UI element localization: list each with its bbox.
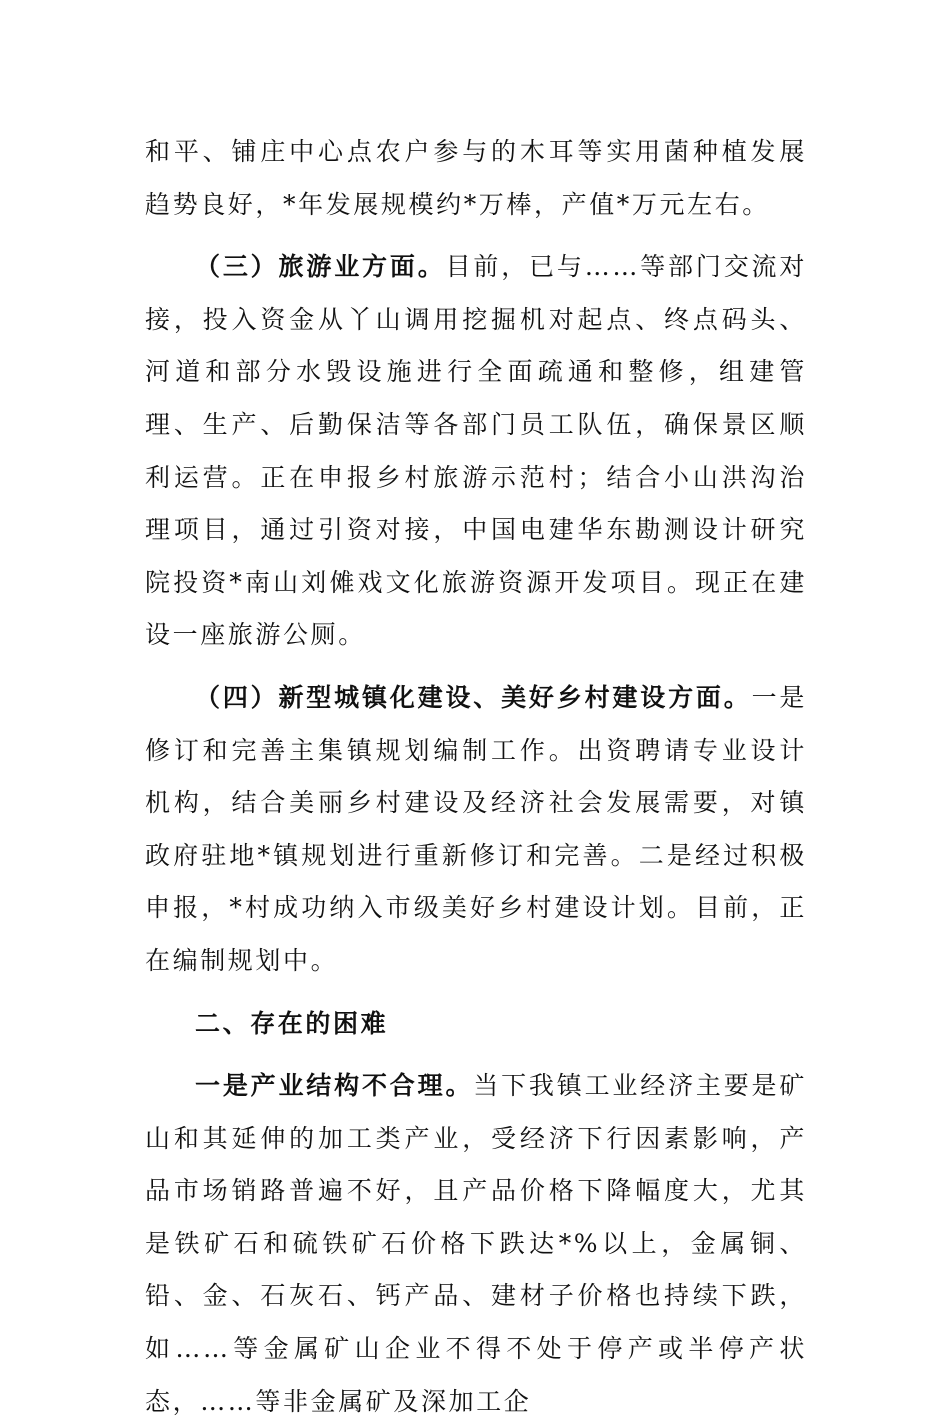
paragraph-text: 一是修订和完善主集镇规划编制工作。出资聘请专业设计机构，结合美丽乡村建设及经济社会发展需要，对镇政府驻地*镇规划进行重新修订和完善。二是经过积极申报，*村成功纳入市级美好乡村建设计划。目前，正在编制规划中。: [145, 682, 807, 975]
paragraph-lead: 一是产业结构不合理。: [195, 1071, 474, 1101]
paragraph-text: 当下我镇工业经济主要是矿山和其延伸的加工类产业，受经济下行因素影响，产品市场销路普遍不好，且产品价格下降幅度大，尤其是铁矿石和硫铁矿石价格下跌达*%以上，金属铜、铅、金、石灰石、钙产品、建材子价格也持续下跌，如……等金属矿山企业不得不处于停产或半停产状态，……等非金属矿及深加工企: [145, 1071, 807, 1416]
paragraph-urbanization: [145, 672, 807, 988]
paragraph-industry: [145, 1060, 807, 1428]
document-body: [145, 126, 807, 1428]
section-heading: 二、存在的困难: [195, 1008, 389, 1038]
paragraph-tourism: [145, 241, 807, 662]
paragraph-cultivation: [145, 126, 807, 231]
paragraph-lead: （四）新型城镇化建设、美好乡村建设方面。: [195, 682, 752, 712]
paragraph-text: 和平、铺庄中心点农户参与的木耳等实用菌种植发展趋势良好，*年发展规模约*万棒，产值*万元左右。: [145, 137, 807, 219]
paragraph-lead: （三）旅游业方面。: [195, 252, 446, 282]
paragraph-text: 目前，已与……等部门交流对接，投入资金从丫山调用挖掘机对起点、终点码头、河道和部分水毁设施进行全面疏通和整修，组建管理、生产、后勤保洁等各部门员工队伍，确保景区顺利运营。正在申报乡村旅游示范村；结合小山洪沟治理项目，通过引资对接，中国电建华东勘测设计研究院投资*南山刘傩戏文化旅游资源开发项目。现正在建设一座旅游公厕。: [145, 252, 807, 650]
